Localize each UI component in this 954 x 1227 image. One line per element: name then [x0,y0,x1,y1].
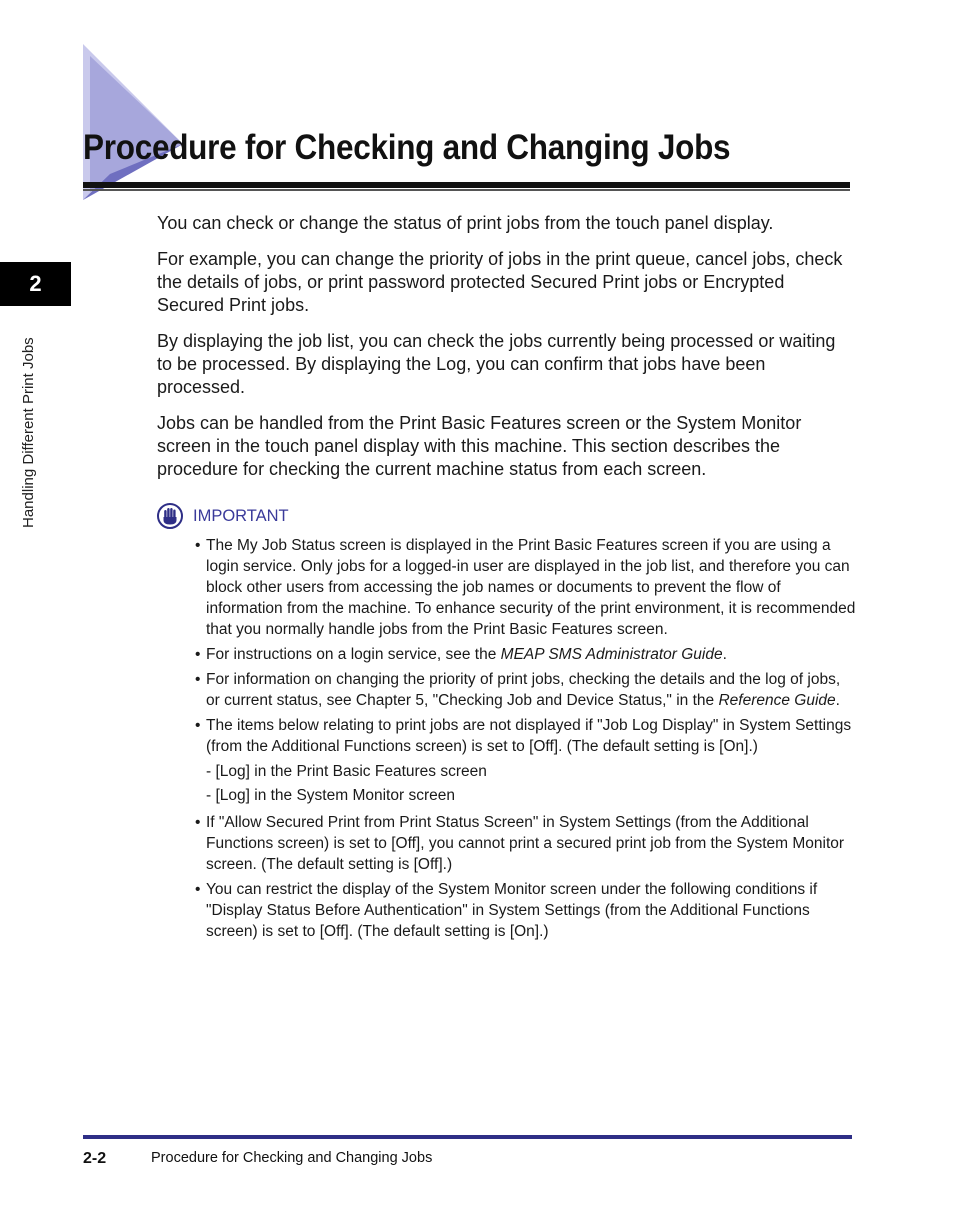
list-item-text: For instructions on a login service, see the [206,646,501,663]
page-title: Procedure for Checking and Changing Jobs [83,128,731,167]
list-item-text: If "Allow Secured Print from Print Status Screen" in System Settings (from the Additional Functions screen) is set to [Off], you cannot print a secured print job from the System Monitor screen. (The default setting is [Off].) [206,814,845,873]
important-note [157,503,857,946]
bullet-marker: • [195,717,201,734]
bullet-marker: • [195,671,201,688]
paragraph: By displaying the job list, you can check the jobs currently being processed or waiting to be processed. By displaying the Log, you can confirm that jobs have been processed. [157,331,836,397]
list-item-text: For information on changing the priority of print jobs, checking the details and the log of jobs, or current status, see Chapter 5, "Checking Job and Device Status," in the [206,671,841,709]
list-item [157,644,857,665]
bullet-marker: • [195,881,201,898]
title-rule-thin [83,189,850,191]
bullet-marker: • [195,814,201,831]
list-item-text: You can restrict the display of the System Monitor screen under the following conditions if "Display Status Before Authentication" in System Settings (from the Additional Functions screen) is set to [Off]. (The default setting is [On].) [206,881,818,940]
title-rule [83,182,850,188]
bullet-marker: • [195,537,201,554]
list-item-text-end: . [722,646,727,663]
list-item [157,715,857,757]
list-item [157,812,857,875]
paragraph: Jobs can be handled from the Print Basic Features screen or the System Monitor screen in the touch panel display with this machine. This section describes the procedure for checking the current machine status from each screen. [157,413,802,479]
list-item [157,535,857,640]
important-list [157,535,857,757]
list-item [157,669,857,711]
body-text [157,212,847,494]
important-label: IMPORTANT [193,506,289,525]
list-item-text: The items below relating to print jobs are not displayed if "Job Log Display" in System Settings (from the Additional Functions screen) is set to [Off]. (The default setting is [On].) [206,717,852,755]
important-list-continued [157,812,857,942]
decorative-triangle [80,42,190,202]
list-item-text-end: . [835,692,840,709]
footer-title: Procedure for Checking and Changing Jobs [151,1150,433,1166]
list-item [157,879,857,942]
hand-stop-icon [157,503,183,529]
guide-reference: MEAP SMS Administrator Guide [500,646,723,663]
chapter-tab: 2 [0,262,71,306]
chapter-side-label: Handling Different Print Jobs [20,337,37,528]
paragraph: You can check or change the status of print jobs from the touch panel display. [157,213,774,233]
important-header [157,503,857,529]
page-number: 2-2 [83,1150,107,1167]
sub-item: - [Log] in the System Monitor screen [206,787,455,804]
list-item-text: The My Job Status screen is displayed in the Print Basic Features screen if you are using a login service. Only jobs for a logged-in user are displayed in the job list, and therefore you can block other users from accessing the job names or documents to prevent the flow of information from the machine. To enhance security of the print environment, it is recommended that you normally handle jobs from the Print Basic Features screen. [206,537,856,638]
footer-rule [83,1135,852,1139]
bullet-marker: • [195,646,201,663]
sub-item: - [Log] in the Print Basic Features screen [206,763,487,780]
paragraph: For example, you can change the priority of jobs in the print queue, cancel jobs, check the details of jobs, or print password protected Secured Print jobs or Encrypted Secured Print jobs. [157,249,843,315]
guide-reference: Reference Guide [718,692,836,709]
